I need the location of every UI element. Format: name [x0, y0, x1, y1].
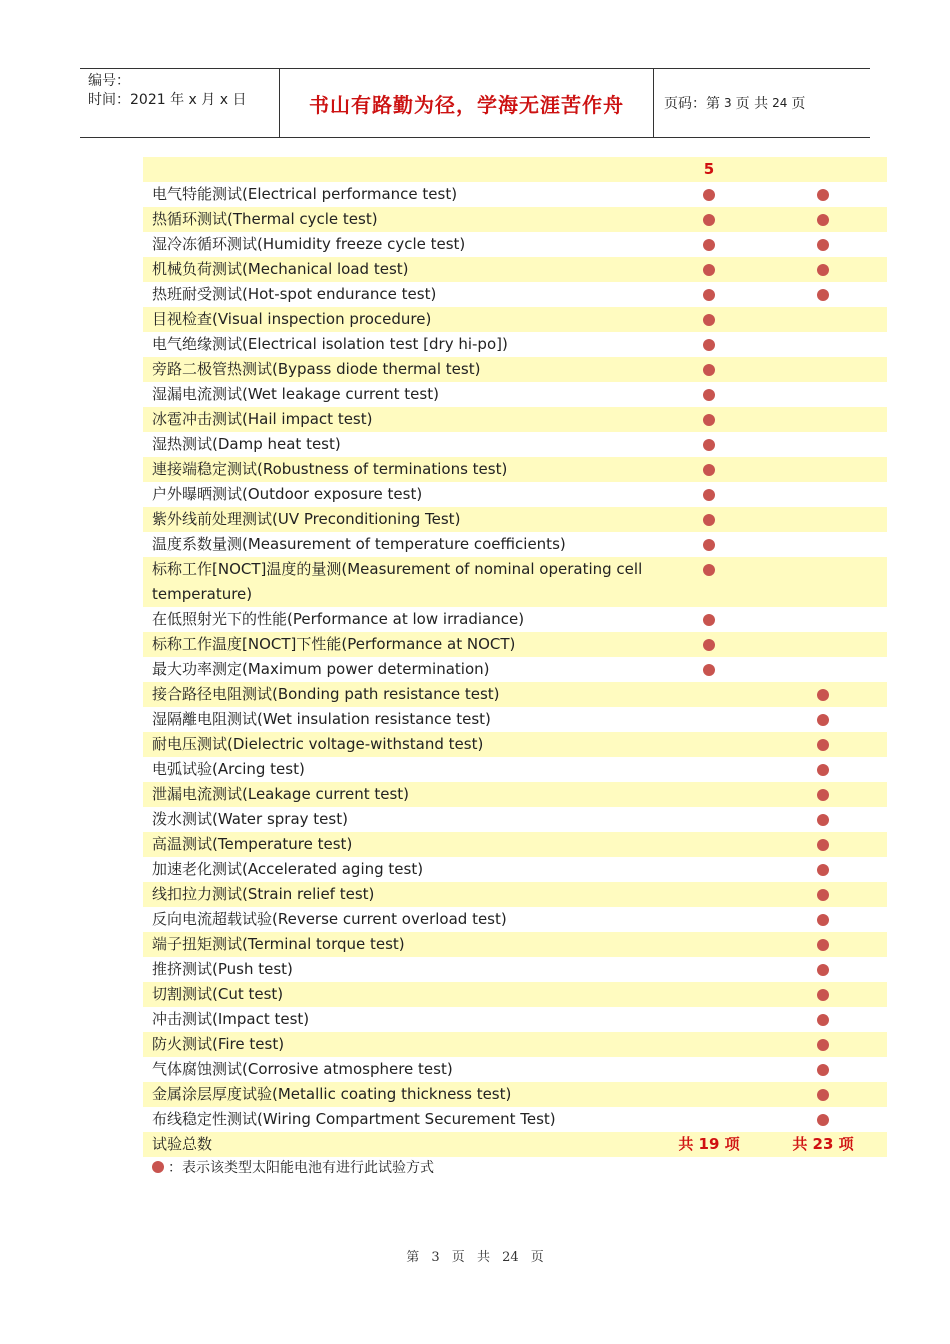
table-row — [143, 732, 887, 757]
bullet-dot-icon — [817, 889, 829, 901]
column-b-cell — [763, 682, 883, 707]
test-name: 湿漏电流测试(Wet leakage current test) — [152, 385, 439, 403]
test-name: 湿隔離电阻测试(Wet insulation resistance test) — [152, 710, 491, 728]
column-a-cell — [649, 507, 769, 532]
test-name: 机械负荷测试(Mechanical load test) — [152, 260, 409, 278]
bullet-dot-icon — [703, 414, 715, 426]
column-b-cell — [763, 1057, 883, 1082]
column-b-cell — [763, 807, 883, 832]
table-row — [143, 882, 887, 907]
column-b-cell — [763, 982, 883, 1007]
column-b-cell — [763, 957, 883, 982]
bullet-dot-icon — [703, 289, 715, 301]
table-row — [143, 357, 887, 382]
bullet-dot-icon — [703, 214, 715, 226]
table-row — [143, 1057, 887, 1082]
test-name: 冰雹冲击测试(Hail impact test) — [152, 410, 373, 428]
column-b-cell — [763, 757, 883, 782]
test-name: 高温测试(Temperature test) — [152, 835, 353, 853]
page-prefix: 页码：第 — [664, 96, 720, 112]
bullet-dot-icon — [817, 739, 829, 751]
table-row — [143, 782, 887, 807]
column-a-cell — [649, 607, 769, 632]
table-row — [143, 557, 887, 607]
test-name: 接合路径电阻测试(Bonding path resistance test) — [152, 685, 500, 703]
test-table — [143, 157, 887, 1157]
table-row — [143, 657, 887, 682]
table-row — [143, 857, 887, 882]
table-row — [143, 457, 887, 482]
document-date: 时间：2021 年 x 月 x 日 — [88, 92, 247, 108]
footer-text: 第 — [406, 1250, 420, 1265]
test-name: 推挤测试(Push test) — [152, 960, 293, 978]
test-name: 气体腐蚀测试(Corrosive atmosphere test) — [152, 1060, 453, 1078]
bullet-dot-icon — [703, 664, 715, 676]
column-b-cell — [763, 907, 883, 932]
bullet-dot-icon — [703, 639, 715, 651]
bullet-dot-icon — [703, 314, 715, 326]
bullet-dot-icon — [703, 614, 715, 626]
test-name: 連接端稳定测试(Robustness of terminations test) — [152, 460, 508, 478]
bullet-dot-icon — [703, 564, 715, 576]
table-row — [143, 332, 887, 357]
test-name: 湿热测试(Damp heat test) — [152, 435, 341, 453]
column-a-cell — [649, 407, 769, 432]
page-mid: 页 共 — [735, 96, 769, 112]
table-row — [143, 1107, 887, 1132]
page-total: 24 — [772, 96, 788, 110]
column-b-cell — [763, 732, 883, 757]
bullet-dot-icon — [703, 389, 715, 401]
column-b-cell — [763, 707, 883, 732]
column-b-cell — [763, 882, 883, 907]
page-footer — [0, 1246, 950, 1265]
table-row — [143, 957, 887, 982]
table-row — [143, 707, 887, 732]
table-row — [143, 207, 887, 232]
bullet-dot-icon — [817, 939, 829, 951]
table-row — [143, 232, 887, 257]
test-name: 布线稳定性测试(Wiring Compartment Securement Test) — [152, 1110, 556, 1128]
table-row — [143, 482, 887, 507]
bullet-dot-icon — [817, 289, 829, 301]
test-name: 目视检查(Visual inspection procedure) — [152, 310, 432, 328]
bullet-dot-icon — [817, 714, 829, 726]
bullet-dot-icon — [817, 239, 829, 251]
test-name: 防火测试(Fire test) — [152, 1035, 285, 1053]
bullet-dot-icon — [703, 539, 715, 551]
column-a-cell — [649, 282, 769, 307]
total-b: 共 23 项 — [792, 1135, 854, 1153]
column-a-cell — [649, 557, 769, 582]
bullet-dot-icon — [703, 489, 715, 501]
total-label: 试验总数 — [152, 1135, 213, 1153]
bullet-dot-icon — [817, 264, 829, 276]
column-a-cell — [649, 657, 769, 682]
test-name: 冲击测试(Impact test) — [152, 1010, 310, 1028]
test-name: 最大功率测定(Maximum power determination) — [152, 660, 490, 678]
bullet-dot-icon — [817, 964, 829, 976]
table-row — [143, 807, 887, 832]
column-b-cell — [763, 282, 883, 307]
bullet-dot-icon — [703, 439, 715, 451]
column-b-cell — [763, 832, 883, 857]
table-row — [143, 382, 887, 407]
table-row — [143, 932, 887, 957]
table-total-row — [143, 1132, 887, 1157]
column-a-cell — [649, 482, 769, 507]
test-name: 切割测试(Cut test) — [152, 985, 284, 1003]
footer-text: 共 — [476, 1250, 490, 1265]
column-b-cell — [763, 857, 883, 882]
bullet-dot-icon — [703, 189, 715, 201]
test-name: 金属涂层厚度试验(Metallic coating thickness test) — [152, 1085, 512, 1103]
bullet-dot-icon — [817, 1114, 829, 1126]
test-name: 加速老化测试(Accelerated aging test) — [152, 860, 424, 878]
test-name: 湿冷冻循环测试(Humidity freeze cycle test) — [152, 235, 466, 253]
column-b-cell — [763, 1082, 883, 1107]
bullet-dot-icon — [817, 764, 829, 776]
header-motto: 书山有路勤为径，学海无涯苦作舟 — [280, 69, 654, 137]
table-row — [143, 982, 887, 1007]
test-name: 标称工作[NOCT]温度的量测(Measurement of nominal operating cell temperature) — [152, 560, 643, 603]
table-row — [143, 632, 887, 657]
table-row — [143, 607, 887, 632]
bullet-dot-icon — [152, 1161, 164, 1173]
bullet-dot-icon — [817, 864, 829, 876]
table-row — [143, 682, 887, 707]
column-b-cell — [763, 207, 883, 232]
footer-text: 页 — [530, 1250, 544, 1265]
test-name: 旁路二极管热测试(Bypass diode thermal test) — [152, 360, 481, 378]
test-name: 耐电压测试(Dielectric voltage-withstand test) — [152, 735, 484, 753]
test-name: 紫外线前处理测试(UV Preconditioning Test) — [152, 510, 461, 528]
document-number-label: 编号： — [88, 73, 130, 89]
footer-total: 24 — [502, 1250, 519, 1265]
column-a-cell — [649, 257, 769, 282]
column-b-cell — [763, 1107, 883, 1132]
table-row — [143, 282, 887, 307]
test-name: 户外曝晒测试(Outdoor exposure test) — [152, 485, 423, 503]
test-name: 端子扭矩测试(Terminal torque test) — [152, 935, 405, 953]
page-suffix: 页 — [791, 96, 806, 112]
table-row — [143, 182, 887, 207]
test-name: 温度系数量测(Measurement of temperature coefficients) — [152, 535, 566, 553]
bullet-dot-icon — [817, 914, 829, 926]
column-a-cell — [649, 432, 769, 457]
test-name: 反向电流超载试验(Reverse current overload test) — [152, 910, 507, 928]
bullet-dot-icon — [817, 839, 829, 851]
bullet-dot-icon — [703, 364, 715, 376]
bullet-dot-icon — [817, 1039, 829, 1051]
table-row — [143, 1032, 887, 1057]
table-row — [143, 507, 887, 532]
column-a-cell — [649, 182, 769, 207]
column-a-cell — [649, 632, 769, 657]
test-name: 泄漏电流测试(Leakage current test) — [152, 785, 410, 803]
table-row — [143, 257, 887, 282]
table-row — [143, 1082, 887, 1107]
header-meta — [80, 69, 280, 137]
test-name: 电气特能测试(Electrical performance test) — [152, 185, 458, 203]
test-name: 在低照射光下的性能(Performance at low irradiance) — [152, 610, 525, 628]
bullet-dot-icon — [703, 239, 715, 251]
column-a-cell — [649, 207, 769, 232]
column-a-cell — [649, 457, 769, 482]
column-b-cell — [763, 782, 883, 807]
column-a-cell — [649, 382, 769, 407]
table-row — [143, 832, 887, 857]
test-name: 泼水测试(Water spray test) — [152, 810, 348, 828]
legend — [152, 1157, 434, 1177]
test-name: 热循环测试(Thermal cycle test) — [152, 210, 378, 228]
page-header — [80, 68, 870, 138]
column-b-cell — [763, 257, 883, 282]
bullet-dot-icon — [817, 189, 829, 201]
bullet-dot-icon — [703, 339, 715, 351]
column-label: 5 — [703, 160, 715, 178]
bullet-dot-icon — [817, 1014, 829, 1026]
column-a-cell — [649, 232, 769, 257]
column-b-cell — [763, 1032, 883, 1057]
test-name: 热班耐受测试(Hot-spot endurance test) — [152, 285, 437, 303]
test-name: 线扣拉力测试(Strain relief test) — [152, 885, 375, 903]
bullet-dot-icon — [817, 1089, 829, 1101]
bullet-dot-icon — [703, 514, 715, 526]
footer-text: 页 — [451, 1250, 465, 1265]
bullet-dot-icon — [817, 1064, 829, 1076]
column-b-cell — [763, 1007, 883, 1032]
table-row — [143, 432, 887, 457]
column-b-cell — [763, 232, 883, 257]
table-row — [143, 1007, 887, 1032]
bullet-dot-icon — [703, 464, 715, 476]
table-row — [143, 307, 887, 332]
column-b-cell — [763, 182, 883, 207]
bullet-dot-icon — [817, 689, 829, 701]
table-row — [143, 532, 887, 557]
test-name: 电气绝缘测试(Electrical isolation test [dry hi-po]) — [152, 335, 508, 353]
page-num: 3 — [724, 96, 732, 110]
table-header-row — [143, 157, 887, 182]
test-name: 标称工作温度[NOCT]下性能(Performance at NOCT) — [152, 635, 516, 653]
column-a-cell — [649, 307, 769, 332]
column-a-cell — [649, 532, 769, 557]
test-name: 电弧试验(Arcing test) — [152, 760, 305, 778]
bullet-dot-icon — [703, 264, 715, 276]
bullet-dot-icon — [817, 214, 829, 226]
bullet-dot-icon — [817, 989, 829, 1001]
legend-text: ：表示该类型太阳能电池有进行此试验方式 — [168, 1160, 434, 1176]
column-a-cell — [649, 357, 769, 382]
table-row — [143, 907, 887, 932]
header-page-number — [654, 69, 870, 137]
table-row — [143, 757, 887, 782]
column-b-cell — [763, 932, 883, 957]
table-row — [143, 407, 887, 432]
column-a-cell — [649, 332, 769, 357]
footer-page: 3 — [431, 1250, 440, 1265]
total-a: 共 19 项 — [678, 1135, 740, 1153]
bullet-dot-icon — [817, 814, 829, 826]
bullet-dot-icon — [817, 789, 829, 801]
